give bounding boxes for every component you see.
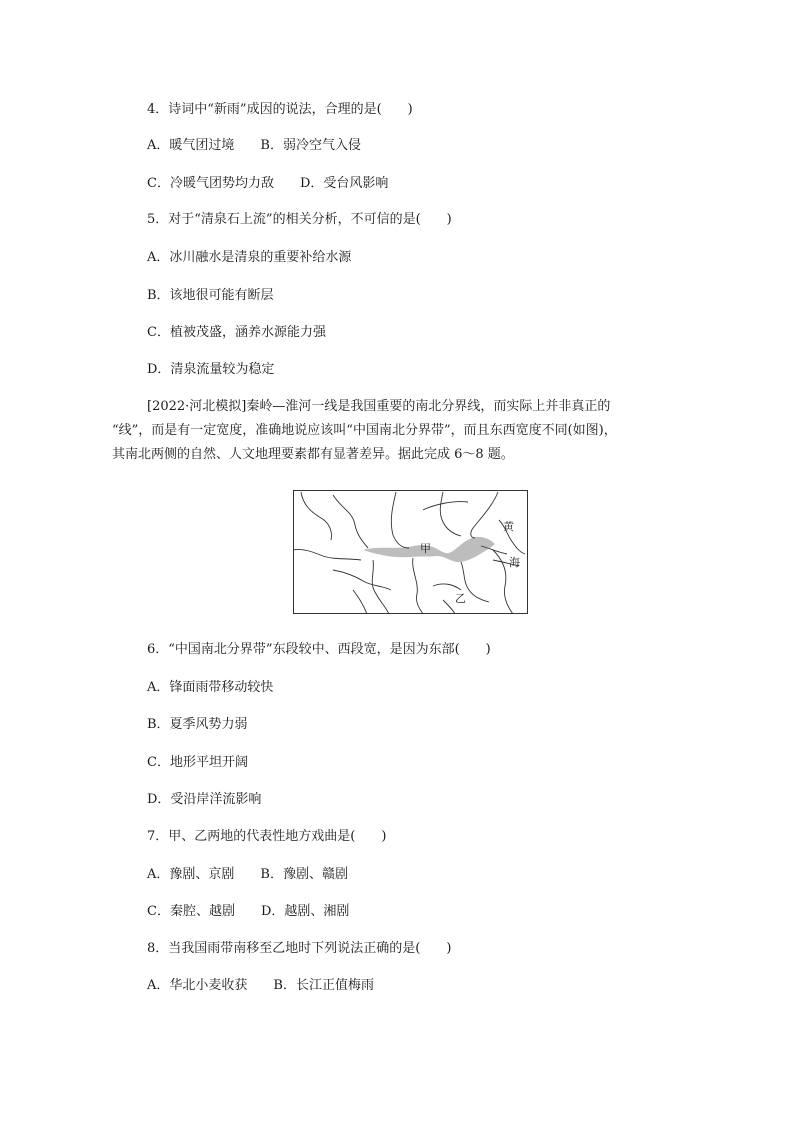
map-figure bbox=[293, 490, 528, 614]
q8-stem: 8．当我国雨带南移至乙地时下列说法正确的是( ) bbox=[147, 941, 452, 956]
q4-stem: 4．诗词中“新雨”成因的说法，合理的是( ) bbox=[147, 102, 413, 117]
q5-option-a: A．冰川融水是清泉的重要补给水源 bbox=[147, 250, 352, 265]
passage-line-1: [2022·河北模拟]秦岭—淮河一线是我国重要的南北分界线，而实际上并非真正的 bbox=[147, 399, 611, 414]
q5-stem: 5．对于“清泉石上流”的相关分析，不可信的是( ) bbox=[147, 212, 452, 227]
map-label-jia: 甲 bbox=[420, 542, 431, 555]
q6-option-d: D．受沿岸洋流影响 bbox=[147, 792, 262, 807]
map-label-yi: 乙 bbox=[455, 592, 466, 605]
q5-option-b: B．该地很可能有断层 bbox=[147, 288, 274, 303]
map-label-hai: 海 bbox=[509, 556, 520, 569]
q6-stem: 6．“中国南北分界带”东段较中、西段宽，是因为东部( ) bbox=[147, 642, 491, 657]
q4-options-cd: C．冷暖气团势均力敌 D．受台风影响 bbox=[147, 176, 389, 191]
north-south-boundary-map bbox=[293, 490, 528, 614]
passage-line-2: “线”，而是有一定宽度，准确地说应该叫“中国南北分界带”，而且东西宽度不同(如图)， bbox=[112, 423, 617, 438]
q5-option-c: C．植被茂盛，涵养水源能力强 bbox=[147, 325, 326, 340]
q7-stem: 7．甲、乙两地的代表性地方戏曲是( ) bbox=[147, 829, 387, 844]
q4-options-ab: A．暖气团过境 B．弱冷空气入侵 bbox=[147, 138, 361, 153]
q6-option-c: C．地形平坦开阔 bbox=[147, 755, 248, 770]
q7-options-cd: C．秦腔、越剧 D．越剧、湘剧 bbox=[147, 904, 350, 919]
map-label-huang: 黄 bbox=[503, 520, 514, 533]
q8-options-ab: A．华北小麦收获 B．长江正值梅雨 bbox=[147, 978, 374, 993]
q5-option-d: D．清泉流量较为稳定 bbox=[147, 362, 275, 377]
q6-option-a: A．锋面雨带移动较快 bbox=[147, 680, 274, 695]
q6-option-b: B．夏季风势力弱 bbox=[147, 717, 248, 732]
passage-line-3: 其南北两侧的自然、人文地理要素都有显著差异。据此完成 6～8 题。 bbox=[112, 447, 514, 462]
q7-options-ab: A．豫剧、京剧 B．豫剧、赣剧 bbox=[147, 867, 348, 882]
